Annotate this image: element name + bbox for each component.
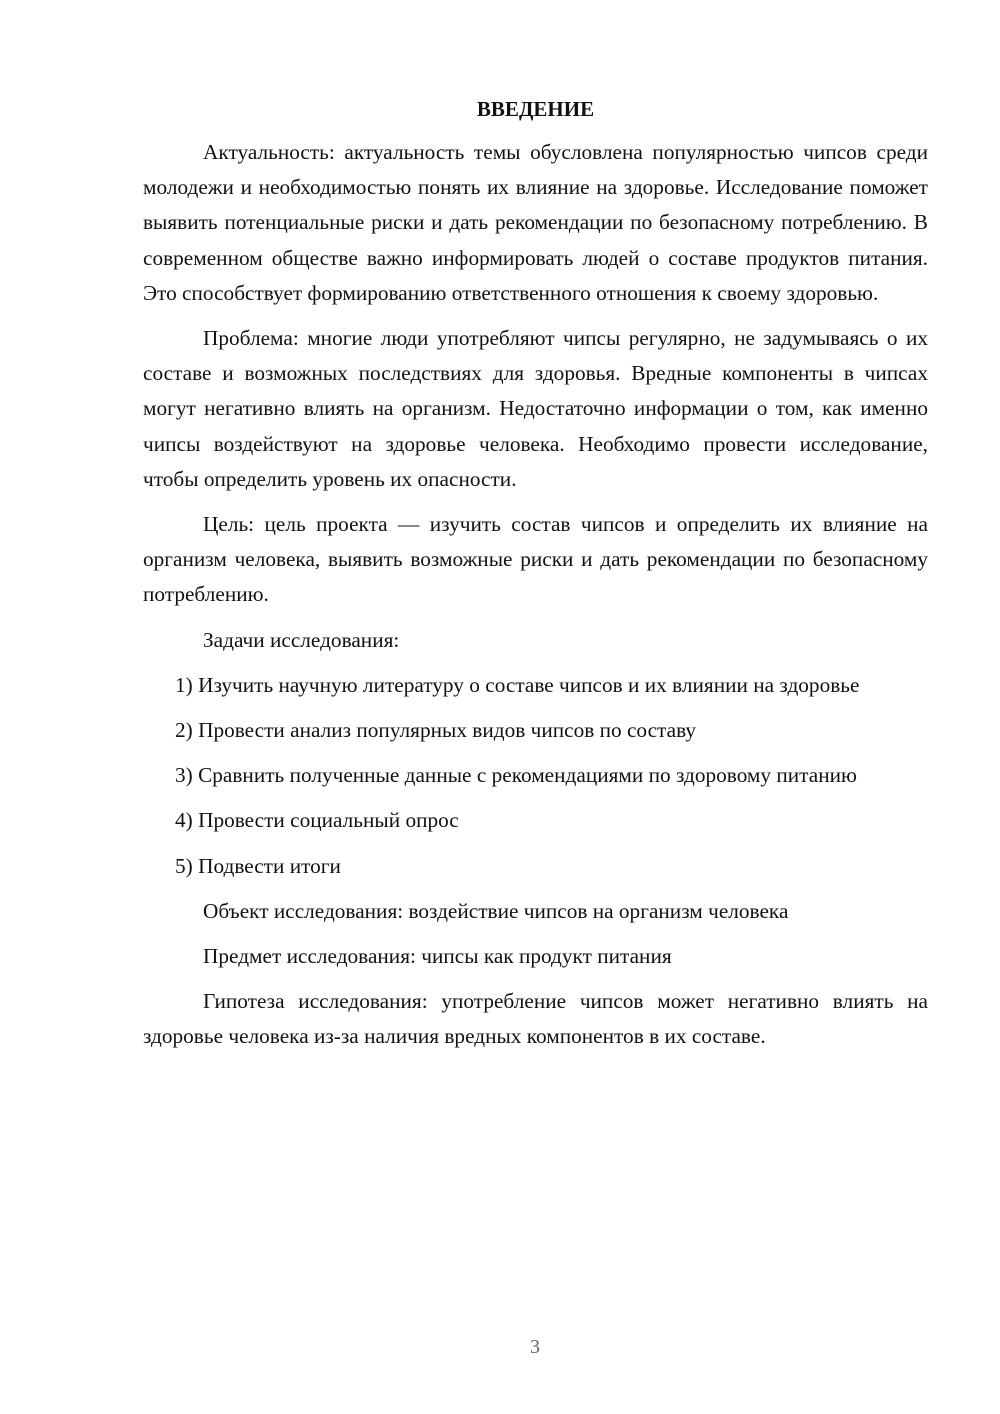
page-number: 3 [530, 1336, 540, 1358]
task-item-5: 5) Подвести итоги [175, 853, 341, 878]
research-subject: Предмет исследования: чипсы как продукт питания [203, 944, 672, 969]
paragraph-goal: Цель: цель проекта — изучить состав чипсов и определить их влияние на организм человека, выявить возможные риски и дать рекомендации по безопасному потреблению. [143, 512, 928, 607]
task-item-3: 3) Сравнить полученные данные с рекомендациями по здоровому питанию [175, 763, 857, 788]
task-item-2: 2) Провести анализ популярных видов чипсов по составу [175, 718, 697, 743]
task-item-1: 1) Изучить научную литературу о составе чипсов и их влиянии на здоровье [175, 672, 860, 697]
tasks-heading: Задачи исследования: [203, 627, 400, 652]
research-hypothesis: Гипотеза исследования: употребление чипсов может негативно влиять на здоровье человека из-за наличия вредных компонентов в их составе. [143, 989, 928, 1049]
research-object: Объект исследования: воздействие чипсов на организм человека [203, 898, 789, 923]
paragraph-problem: Проблема: многие люди употребляют чипсы регулярно, не задумываясь о их составе и возможных последствиях для здоровья. Вредные компоненты в чипсах могут негативно влиять на организм. Недостаточно информации о том, как именно чипсы воздействуют на здоровье человека. Необходимо провести исследование, чтобы определить уровень их опасности. [143, 326, 928, 491]
paragraph-relevance: Актуальность: актуальность темы обусловлена популярностью чипсов среди молодежи и необходимостью понять их влияние на здоровье. Исследование поможет выявить потенциальные риски и дать рекомендации по безопасному потреблению. В современном обществе важно информировать людей о составе продуктов питания. Это способствует формированию ответственного отношения к своему здоровью. [143, 140, 928, 305]
document-page [143, 92, 928, 1055]
task-item-4: 4) Провести социальный опрос [175, 808, 459, 833]
document-title: ВВЕДЕНИЕ [476, 97, 595, 121]
